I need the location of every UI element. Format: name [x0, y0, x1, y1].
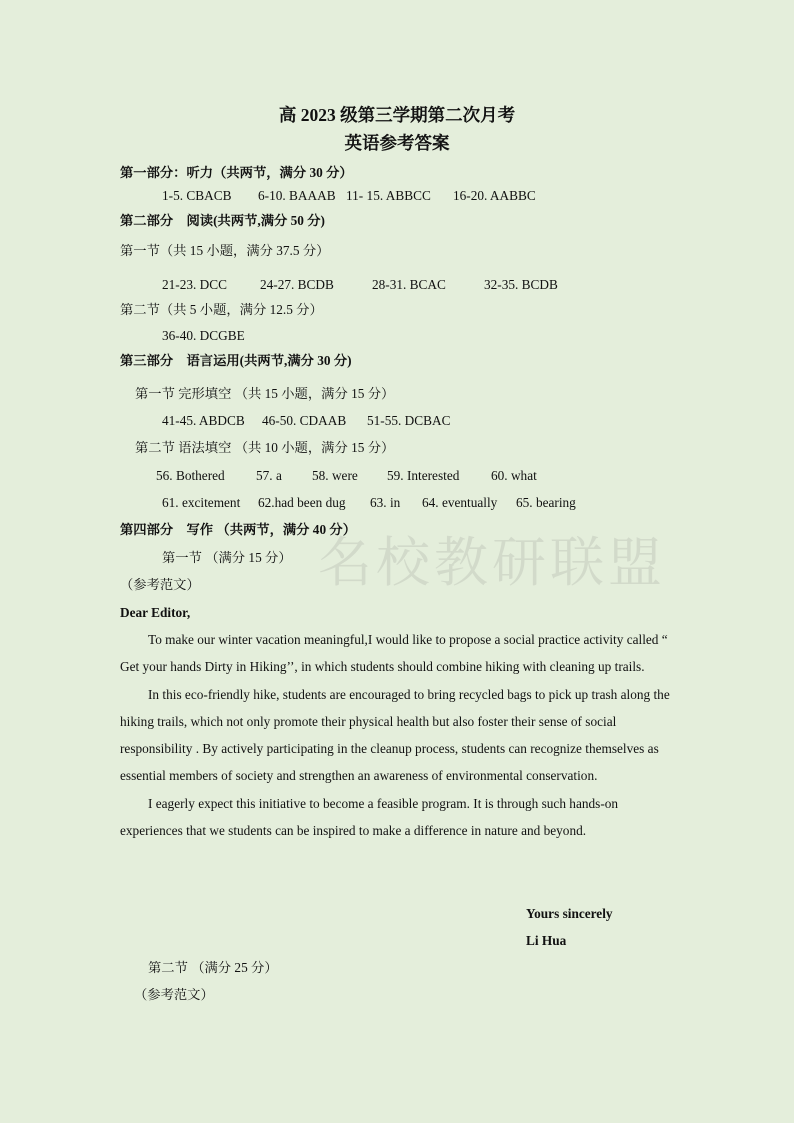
part2-heading: 第二部分 阅读(共两节,满分 50 分)	[120, 213, 325, 228]
answer-item: 64. eventually	[422, 495, 498, 510]
part4-heading: 第四部分 写作 （共两节，满分 40 分）	[120, 522, 357, 537]
part3-section2-row2	[162, 494, 576, 512]
answer-item: 62.had been dug	[258, 495, 346, 510]
letter-body	[120, 626, 680, 844]
watermark: 名校教研联盟	[318, 531, 666, 594]
part4-section2-label: 第二节 （满分 25 分）	[148, 960, 278, 975]
answer-group: 28-31. BCAC	[372, 277, 446, 292]
answer-item: 60. what	[491, 468, 537, 483]
answer-group: 1-5. CBACB	[162, 188, 232, 203]
sample-essay-label-2: （参考范文）	[134, 987, 214, 1002]
page-title: 高 2023 级第三学期第二次月考	[278, 105, 516, 125]
part2-section1-answers	[162, 276, 558, 294]
part2-section2-answers: 36-40. DCGBE	[162, 328, 245, 343]
answer-group: 6-10. BAAAB	[258, 188, 336, 203]
answer-item: 61. excitement	[162, 495, 241, 510]
answer-item: 59. Interested	[387, 468, 460, 483]
answer-group: 11- 15. ABBCC	[346, 188, 431, 203]
answer-item: 63. in	[370, 495, 401, 510]
part1-answers	[162, 187, 536, 205]
page-subtitle: 英语参考答案	[344, 133, 450, 153]
answer-item: 65. bearing	[516, 495, 576, 510]
part2-section2-label: 第二节（共 5 小题，满分 12.5 分）	[120, 302, 323, 317]
answer-group: 41-45. ABDCB	[162, 413, 245, 428]
answer-item: 56. Bothered	[156, 468, 225, 483]
part3-section2-label: 第二节 语法填空 （共 10 小题，满分 15 分）	[135, 440, 395, 455]
letter-salutation: Dear Editor,	[120, 605, 191, 620]
part4-section1-label: 第一节 （满分 15 分）	[162, 550, 292, 565]
answer-item: 57. a	[256, 468, 282, 483]
letter-closing: Yours sincerely	[526, 906, 613, 921]
part1-heading: 第一部分：听力（共两节，满分 30 分）	[120, 165, 353, 180]
answer-item: 58. were	[312, 468, 358, 483]
letter-paragraph: In this eco-friendly hike, students are encouraged to bring recycled bags to pick up trash along the hiking trails, which not only promote their physical health but also foster their sense of social responsibility . By actively participating in the cleanup process, students can recognize themselves as essential members of society and strengthen an awareness of environmental conservation.	[120, 686, 670, 784]
answer-group: 16-20. AABBC	[453, 188, 536, 203]
letter-paragraph: To make our winter vacation meaningful,I would like to propose a social practice activity called “ Get your hands Dirty in Hiking’’, in which students should combine hiking with cleaning up trails.	[120, 632, 668, 675]
part2-section1-label: 第一节（共 15 小题，满分 37.5 分）	[120, 243, 330, 258]
part3-section2-row1	[156, 467, 537, 485]
answer-group: 32-35. BCDB	[484, 277, 558, 292]
sample-essay-label: （参考范文）	[120, 577, 200, 592]
answer-group: 24-27. BCDB	[260, 277, 334, 292]
letter-signature: Li Hua	[526, 933, 567, 948]
letter-paragraph: I eagerly expect this initiative to become a feasible program. It is through such hands-on experiences that we students can be inspired to make a difference in nature and beyond.	[120, 795, 619, 839]
answer-group: 51-55. DCBAC	[367, 413, 451, 428]
part3-section1-label: 第一节 完形填空 （共 15 小题，满分 15 分）	[135, 386, 395, 401]
answer-group: 21-23. DCC	[162, 277, 228, 292]
part3-section1-answers	[162, 412, 450, 430]
answer-group: 46-50. CDAAB	[262, 413, 347, 428]
part3-heading: 第三部分 语言运用(共两节,满分 30 分)	[120, 353, 352, 368]
